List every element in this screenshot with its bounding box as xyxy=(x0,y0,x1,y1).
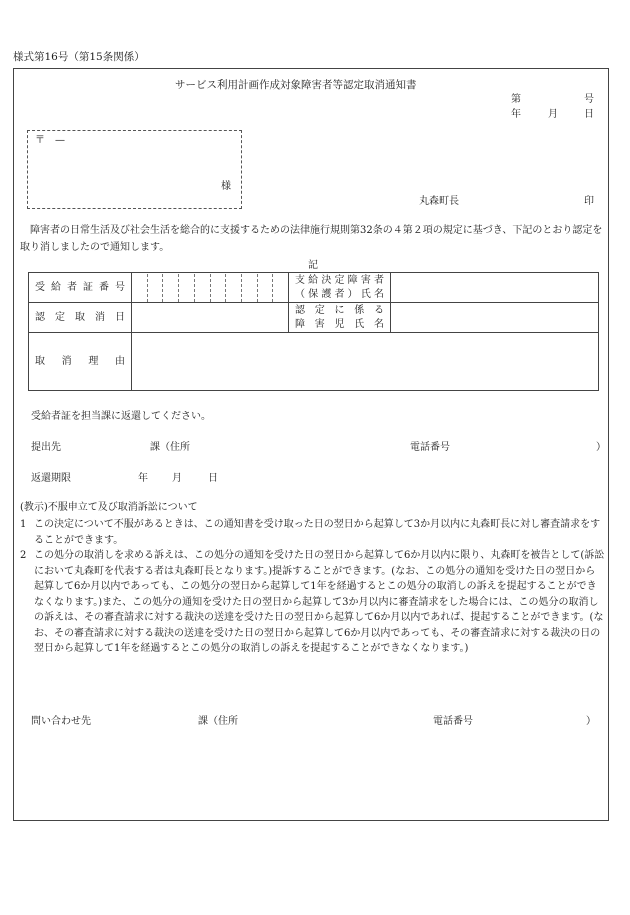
issuer-name: 丸森町長 xyxy=(419,196,459,207)
postal-mark: 〒 — xyxy=(35,135,65,146)
contact-ka: 課（住所 xyxy=(198,716,238,727)
deadline-nen: 年 xyxy=(138,473,148,484)
digit-cell xyxy=(258,274,274,302)
guardian-label-line2: （保護者）氏名 xyxy=(295,288,384,300)
intro-paragraph: 障害者の日常生活及び社会生活を総合的に支援するための法律施行規則第32条の４第２項の規定に基づき、下記のとおり認定を取り消しましたので通知します。 xyxy=(20,225,603,253)
notice-item-1-number: 1 xyxy=(20,519,27,530)
recipient-number-label: 受給者証番号 xyxy=(29,273,132,303)
contact-label: 問い合わせ先 xyxy=(31,716,91,727)
guardian-label-line1: 支給決定障害者 xyxy=(295,274,384,286)
deadline-hi: 日 xyxy=(208,473,218,484)
form-number: 様式第16号（第15条関係） xyxy=(13,51,145,63)
digit-cell xyxy=(242,274,258,302)
digit-cell xyxy=(179,274,195,302)
submit-phone-label: 電話番号 xyxy=(410,442,450,453)
submit-ka: 課（住所 xyxy=(150,442,190,453)
child-label-line1: 認定に係る xyxy=(295,304,384,316)
header-tsuki: 月 xyxy=(548,109,558,120)
contact-close: ） xyxy=(586,716,596,727)
deadline-label: 返還期限 xyxy=(31,473,71,484)
page-title: サービス利用計画作成対象障害者等認定取消通知書 xyxy=(175,79,417,91)
header-dai: 第 xyxy=(511,94,521,105)
digit-cell xyxy=(195,274,211,302)
reason-label: 取消理由 xyxy=(29,333,132,391)
notice-item-2-text: この処分の取消しを求める訴えは、この処分の通知を受けた日の翌日から起算して6か月以内に限り、丸森町を被告として(訴訟において丸森町を代表する者は丸森町長となります。)提訴することができます。(なお、この処分の通知を受けた日の翌日から起算して6か月以内であっても、この処分の翌日から起算して1年を経過するとこの処分の取消しの訴えを提起することができなくなります。)また、この処分の通知を受けた日の翌日から起算して3か月以内に審査請求をした場合には、この処分の取消しの訴えは、その審査請求に対する裁決の送達を受けた日の翌日から起算して6か月以内であれば、提起することができます。(なお、その審査請求に対する裁決の送達を受けた日の翌日から起算して6か月以内であっても、その審査請求に対する裁決の日の翌日から起算して1年を経過するとこの処分の取消しの訴えを提起することができなくなります。) xyxy=(34,550,605,654)
guardian-name-value xyxy=(391,273,599,303)
digit-cell xyxy=(148,274,164,302)
header-nen: 年 xyxy=(511,109,521,120)
child-label-line2: 障害児氏名 xyxy=(295,318,384,330)
info-table xyxy=(28,272,599,391)
notice-heading: (教示)不服申立て及び取消訴訟について xyxy=(20,502,198,513)
child-name-label xyxy=(289,303,391,333)
sama-label: 様 xyxy=(221,181,231,192)
digit-cell xyxy=(132,274,148,302)
digit-cell xyxy=(226,274,242,302)
header-go: 号 xyxy=(584,94,594,105)
child-name-value xyxy=(391,303,599,333)
header-hi: 日 xyxy=(584,109,594,120)
return-note: 受給者証を担当課に返還してください。 xyxy=(31,411,211,422)
submit-close: ） xyxy=(596,442,606,453)
recipient-number-digits xyxy=(132,273,289,303)
seal-mark: 印 xyxy=(584,196,594,207)
ki-label: 記 xyxy=(308,260,318,271)
submit-label: 提出先 xyxy=(31,442,61,453)
contact-phone-label: 電話番号 xyxy=(433,716,473,727)
notice-item-1-text: この決定について不服があるときは、この通知書を受け取った日の翌日から起算して3か月以内に丸森町長に対し審査請求をすることができます。 xyxy=(34,519,601,546)
digit-cell xyxy=(273,274,288,302)
reason-value xyxy=(132,333,599,391)
digit-cell xyxy=(163,274,179,302)
cancel-date-value xyxy=(132,303,289,333)
deadline-tsuki: 月 xyxy=(172,473,182,484)
notice-item-1 xyxy=(20,517,605,548)
notice-item-2 xyxy=(20,548,605,657)
cancel-date-label: 認定取消日 xyxy=(29,303,132,333)
notice-item-2-number: 2 xyxy=(20,550,27,561)
digit-cell xyxy=(211,274,227,302)
guardian-name-label xyxy=(289,273,391,303)
